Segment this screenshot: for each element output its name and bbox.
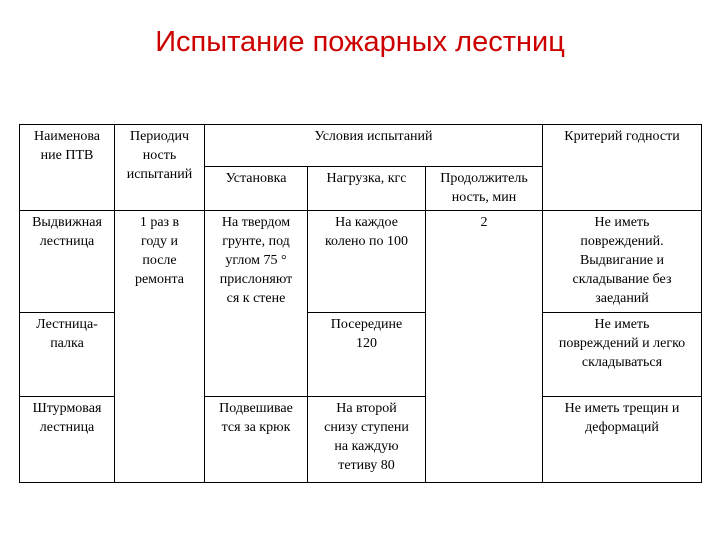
row-load: Посередине 120 xyxy=(308,313,426,397)
header-load: Нагрузка, кгс xyxy=(308,167,426,211)
ladder-test-table xyxy=(19,124,702,483)
row-criterion: Не иметь повреждений. Выдвигание и складывание без заеданий xyxy=(543,211,702,313)
row-load: На каждое колено по 100 xyxy=(308,211,426,313)
table-row xyxy=(20,211,702,313)
header-installation: Установка xyxy=(205,167,308,211)
row-name: Лестница- палка xyxy=(20,313,115,397)
header-duration: Продолжитель ность, мин xyxy=(426,167,543,211)
row-criterion: Не иметь повреждений и легко складываться xyxy=(543,313,702,397)
row-load: На второй снизу ступени на каждую тетиву 80 xyxy=(308,397,426,483)
header-criterion: Критерий годности xyxy=(543,125,702,211)
row-name: Штурмовая лестница xyxy=(20,397,115,483)
row-duration: 2 xyxy=(426,211,543,483)
header-period: Периодич ность испытаний xyxy=(115,125,205,211)
slide-title: Испытание пожарных лестниц xyxy=(155,26,565,58)
header-conditions: Условия испытаний xyxy=(205,125,543,167)
row-criterion: Не иметь трещин и деформаций xyxy=(543,397,702,483)
row-name: Выдвижная лестница xyxy=(20,211,115,313)
header-row xyxy=(20,125,702,167)
row-installation: На твердом грунте, под углом 75 ° прислоняют ся к стене xyxy=(205,211,308,397)
row-installation: Подвешивае тся за крюк xyxy=(205,397,308,483)
header-name: Наименова ние ПТВ xyxy=(20,125,115,211)
row-period: 1 раз в году и после ремонта xyxy=(115,211,205,483)
